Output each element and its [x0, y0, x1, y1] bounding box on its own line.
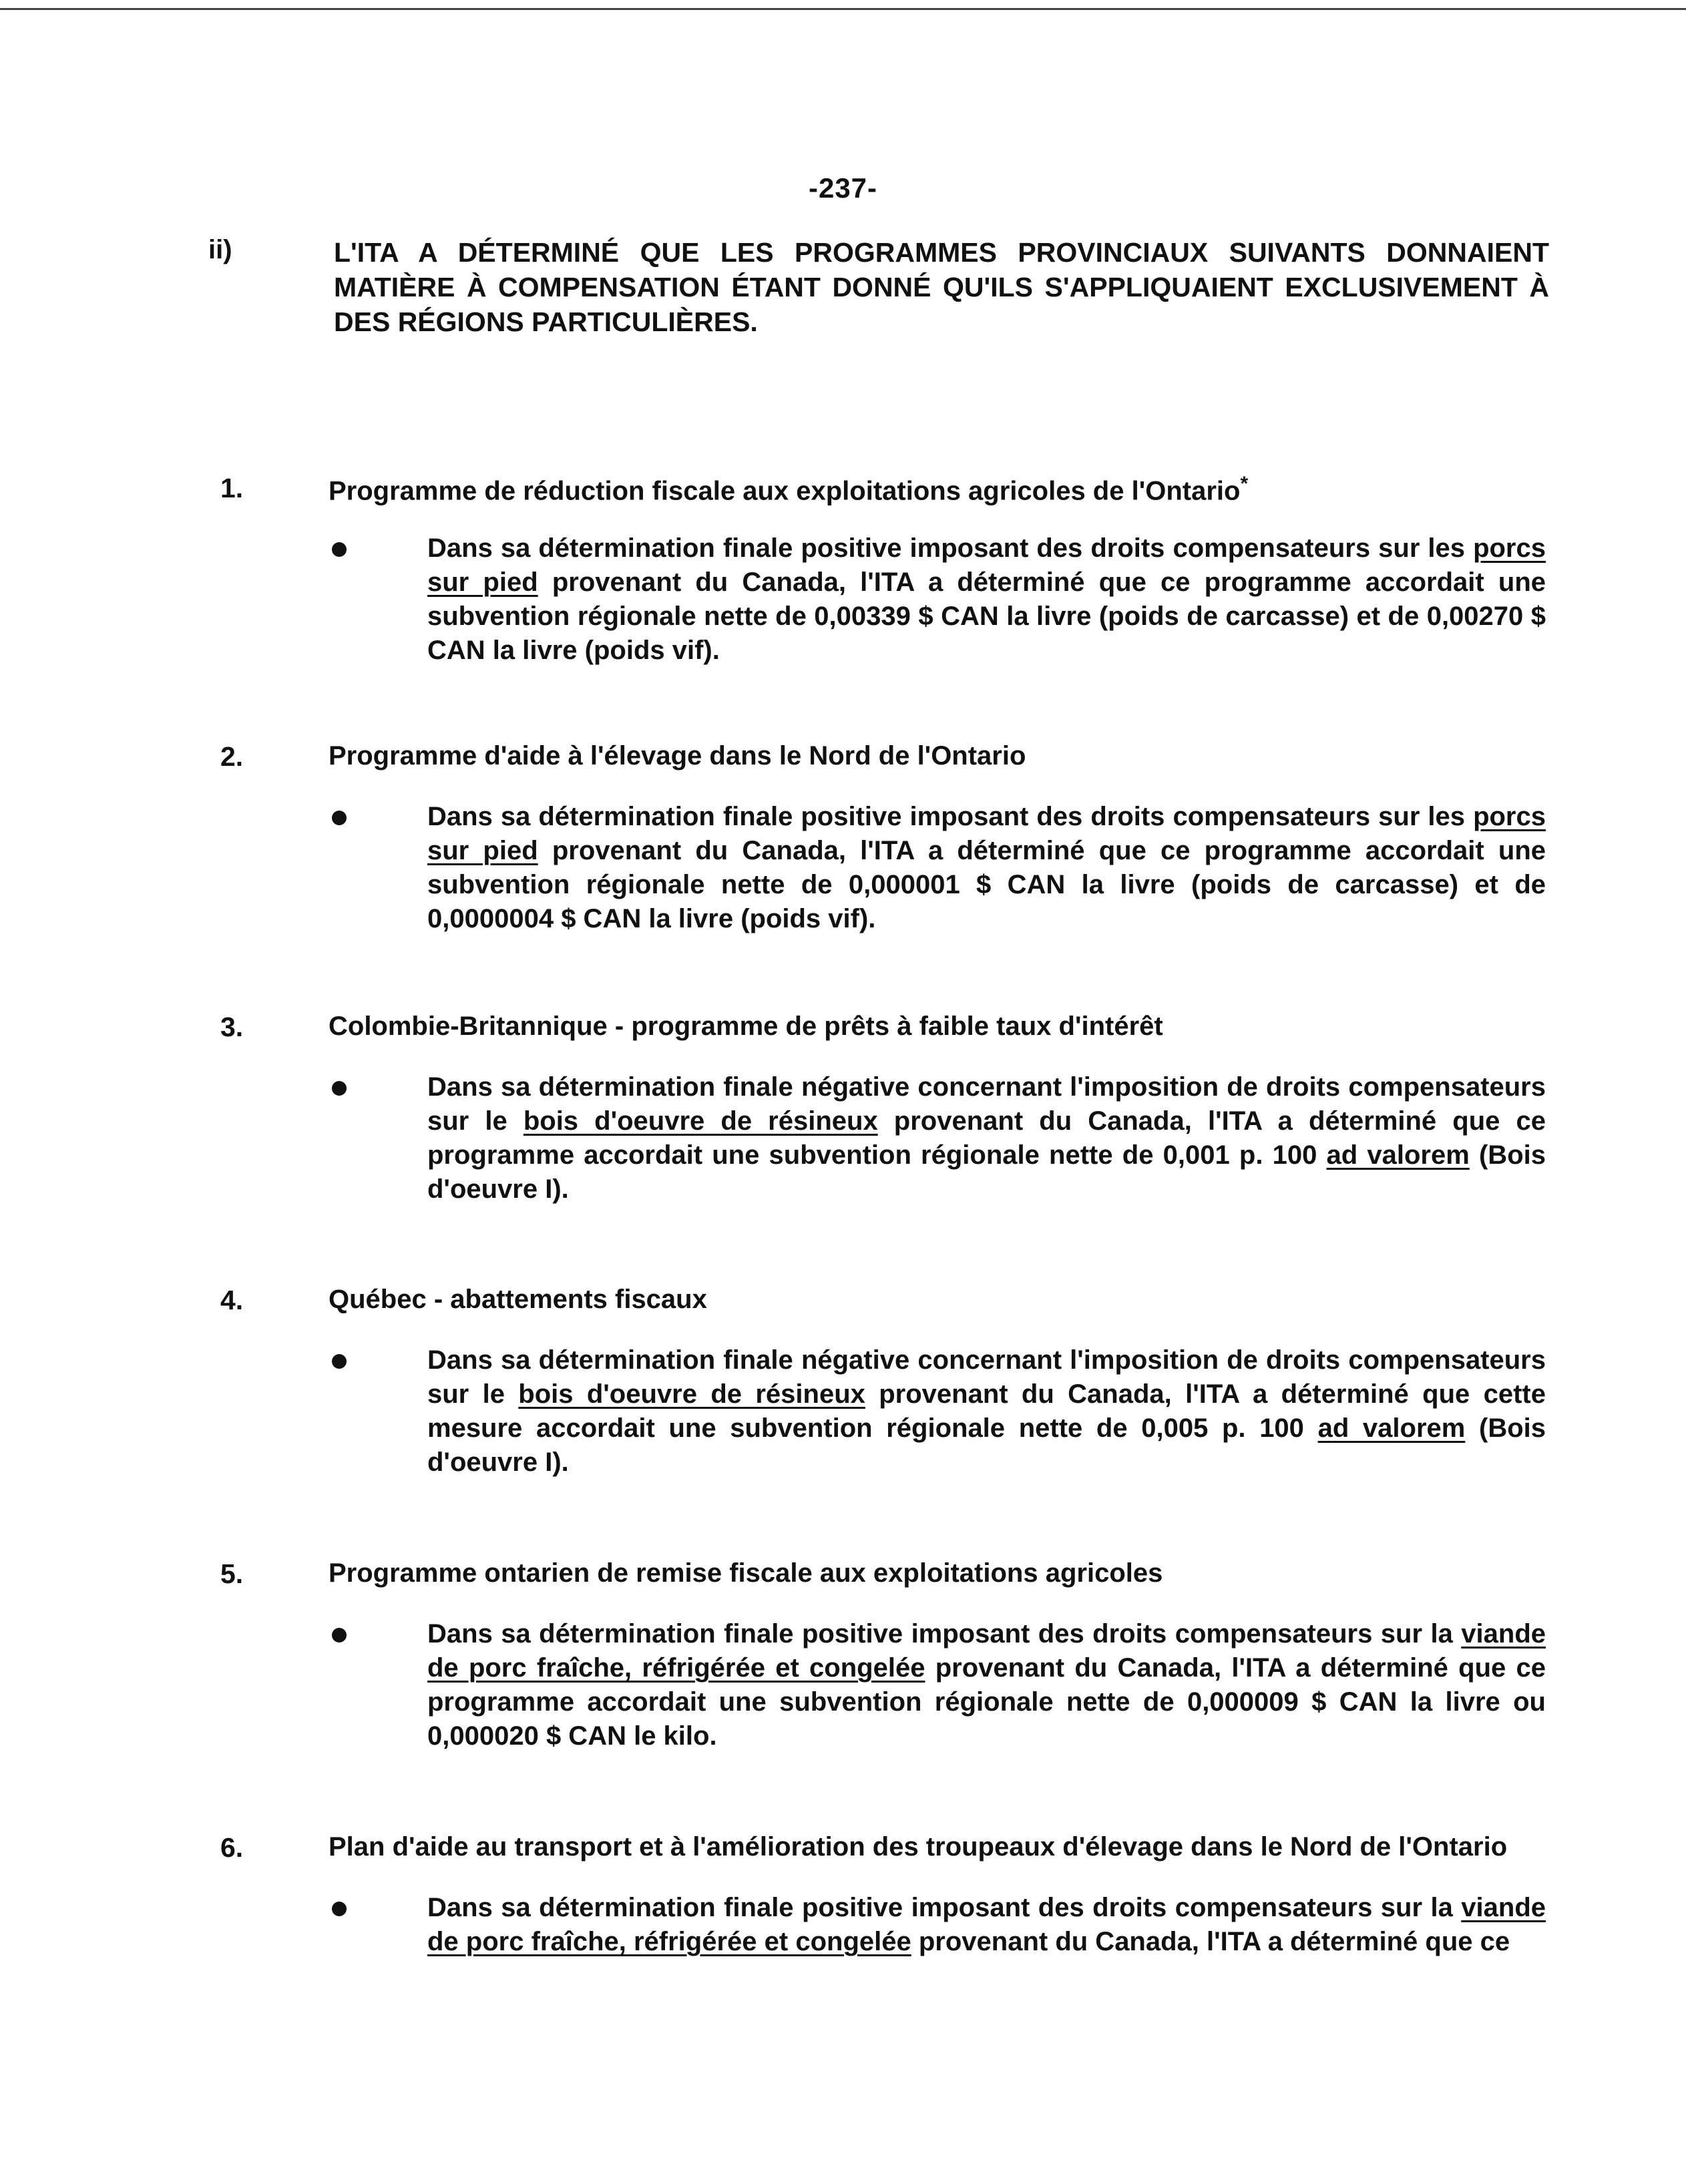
item-number: 2. — [220, 741, 244, 772]
bullet-icon — [332, 542, 347, 557]
item-body: Dans sa détermination finale positive imposant des droits compensateurs sur les porcs sur pied provenant du Canada, l'ITA a déterminé que ce programme accordait une subvention régionale nette de 0,000001 $ CAN la livre (poids de carcasse) et de 0,0000004 $ CAN la livre (poids vif). — [427, 802, 1546, 933]
item-number: 1. — [220, 473, 244, 503]
item-title: Programme ontarien de remise fiscale aux exploitations agricoles — [329, 1558, 1163, 1588]
item-body: Dans sa détermination finale positive imposant des droits compensateurs sur la viande de porc fraîche, réfrigérée et congelée provenant du Canada, l'ITA a déterminé que ce programme accordait une subvention régionale nette de 0,000009 $ CAN la livre ou 0,000020 $ CAN le kilo. — [427, 1619, 1546, 1751]
item-title: Programme d'aide à l'élevage dans le Nord de l'Ontario — [329, 741, 1026, 771]
underlined-term: bois d'oeuvre de résineux — [518, 1379, 865, 1409]
item-body: Dans sa détermination finale positive imposant des droits compensateurs sur la viande de porc fraîche, réfrigérée et congelée provenant du Canada, l'ITA a déterminé que ce — [427, 1893, 1546, 1956]
bullet-icon — [332, 1354, 347, 1369]
underlined-term: porcs sur pied — [427, 802, 1546, 865]
underlined-term: viande de porc fraîche, réfrigérée et congelée — [427, 1619, 1546, 1683]
item-body: Dans sa détermination finale positive imposant des droits compensateurs sur les porcs sur pied provenant du Canada, l'ITA a déterminé que ce programme accordait une subvention régionale nette de 0,00339 $ CAN la livre (poids de carcasse) et de 0,00270 $ CAN la livre (poids vif). — [427, 533, 1546, 665]
underlined-term: ad valorem — [1317, 1413, 1466, 1443]
top-scan-rule — [0, 8, 1686, 10]
underlined-term: porcs sur pied — [427, 533, 1546, 597]
underlined-term: ad valorem — [1326, 1140, 1470, 1170]
bullet-icon — [332, 1081, 347, 1096]
item-number: 3. — [220, 1012, 244, 1042]
item-number: 4. — [220, 1285, 244, 1315]
bullet-icon — [332, 1628, 347, 1643]
item-body: Dans sa détermination finale négative concernant l'imposition de droits compensateurs sur le bois d'oeuvre de résineux provenant du Canada, l'ITA a déterminé que ce programme accordait une subvention régionale nette de 0,001 p. 100 ad valorem (Bois d'oeuvre I). — [427, 1072, 1546, 1204]
item-number: 6. — [220, 1832, 244, 1863]
section-title: L'ITA A DÉTERMINÉ QUE LES PROGRAMMES PROVINCIAUX SUIVANTS DONNAIENT MATIÈRE À COMPENSATION ÉTANT DONNÉ QU'ILS S'APPLIQUAIENT EXCLUSIVEMENT À DES RÉGIONS PARTICULIÈRES. — [334, 237, 1549, 337]
item-title: Plan d'aide au transport et à l'amélioration des troupeaux d'élevage dans le Nord de l'Ontario — [329, 1832, 1508, 1862]
item-title: Programme de réduction fiscale aux exploitations agricoles de l'Ontario* — [329, 473, 1249, 506]
item-number: 5. — [220, 1558, 244, 1589]
page-number: -237- — [808, 172, 878, 204]
bullet-icon — [332, 1902, 347, 1916]
bullet-icon — [332, 811, 347, 825]
underlined-term: bois d'oeuvre de résineux — [523, 1106, 878, 1136]
item-body: Dans sa détermination finale négative concernant l'imposition de droits compensateurs sur le bois d'oeuvre de résineux provenant du Canada, l'ITA a déterminé que cette mesure accordait une subvention régionale nette de 0,005 p. 100 ad valorem (Bois d'oeuvre I). — [427, 1345, 1546, 1477]
footnote-mark: * — [1240, 473, 1249, 495]
item-title: Québec - abattements fiscaux — [329, 1285, 707, 1314]
section-number: ii) — [208, 235, 232, 264]
underlined-term: viande de porc fraîche, réfrigérée et congelée — [427, 1893, 1546, 1956]
item-title: Colombie-Britannique - programme de prêts à faible taux d'intérêt — [329, 1012, 1163, 1041]
